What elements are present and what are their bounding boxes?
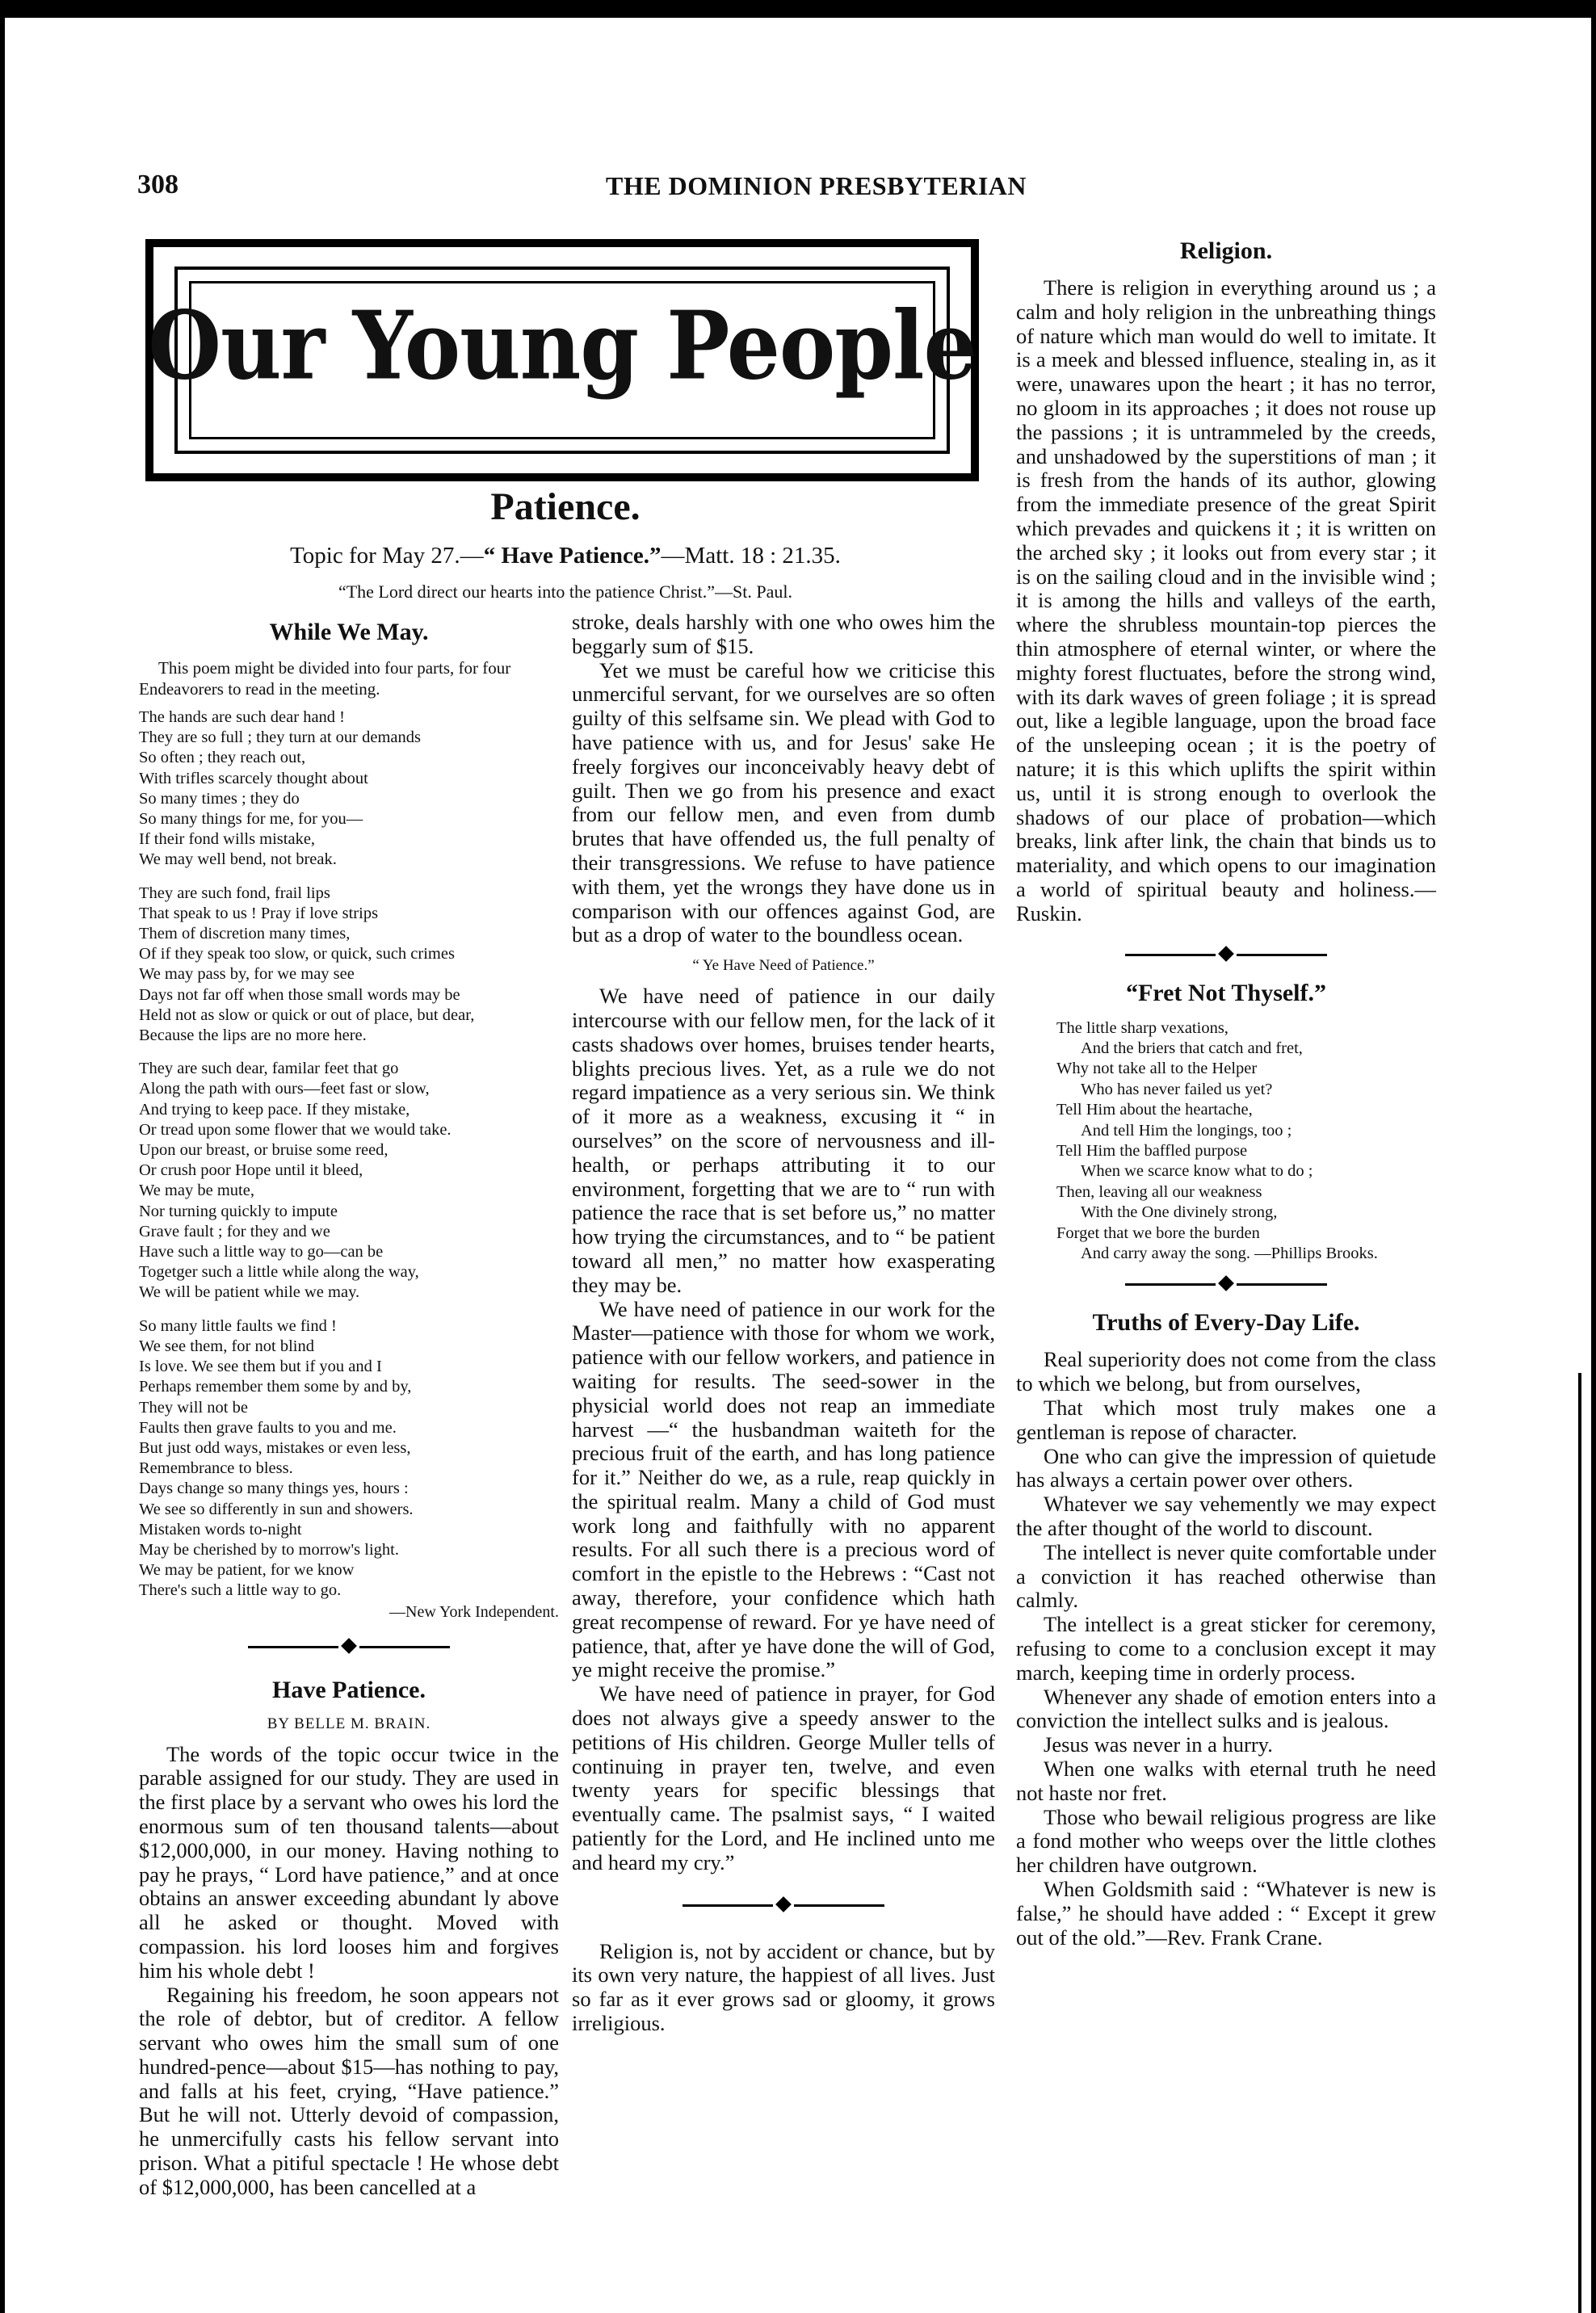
- poem-line: Tell Him about the heartache,: [1056, 1101, 1253, 1119]
- section-divider: [1125, 942, 1327, 967]
- section-title: Patience.: [490, 485, 640, 528]
- scan-edge-left: [0, 0, 5, 2313]
- religion-paragraph: There is religion in everything around us ; a calm and holy religion in the unbreathing things of nature which man would do well to imitate. It is a meek and blessed influence, stealing in, as it were, unawares upon the heart ; it has no terror, no gloom in its approaches ; it does not rouse up the passions ; it is untrammeled by the creeds, and unshadowed by the superstitions of man ; it is fresh from the hands of its author, glowing from the immediate presence of the great Spirit which prevades and quickens it ; it is written on the arched sky ; it looks out from every star ; it is on the sailing cloud and in the invisible wind ; it is among the hills and valleys of the earth, where the shrubless mountain-top pierces the thin atmosphere of eternal winter, or where the mighty forest fluctuates, before the strong wind, with its dark waves of green foliage ; it is spread out, like a legible language, upon the broad face of the unsleeping ocean ; it is the poetry of nature; it is this which uplifts the spirit within us, until it is strong enough to overlook the shadows of our place of probation—which breaks, link after link, the chain that binds us to materiality, and which opens to our imagination a world of spiritual beauty and holiness.—Ruskin.: [1016, 275, 1436, 926]
- column-right: [1016, 229, 1436, 1950]
- publication-name: THE DOMINION PRESBYTERIAN: [606, 171, 1027, 200]
- poem-line: And tell Him the longings, too ;: [1081, 1121, 1292, 1140]
- topic-reference: —Matt. 18 : 21.35.: [661, 543, 841, 569]
- truth-item: That which most truly makes one a gentleman is repose of character.: [1016, 1395, 1436, 1444]
- section-banner: [145, 239, 979, 481]
- banner-border-bottom: [145, 473, 979, 481]
- banner-title: Our Young People: [148, 289, 976, 401]
- closing-paragraph: Religion is, not by accident or chance, but by its own very nature, the happiest of all lives. Just so far as it ever grows sad or gloomy, it grows irreligious.: [572, 1938, 995, 2036]
- article-paragraph: stroke, deals harshly with one who owes him the beggarly sum of $15.: [572, 610, 995, 658]
- section-divider: [682, 1893, 884, 1917]
- truths-title: Truths of Every-Day Life.: [1092, 1309, 1360, 1337]
- truth-item: The intellect is a great sticker for ceremony, refusing to come to a conclusion except it may march, keeping time in orderly process.: [1016, 1612, 1436, 1685]
- truth-item: When one walks with eternal truth he need not haste nor fret.: [1016, 1756, 1436, 1805]
- banner-border-top: [145, 239, 979, 247]
- fret-poem: [1016, 1018, 1436, 1265]
- topic-name: “ Have Patience.”: [483, 543, 662, 569]
- truths-list: [1016, 1348, 1436, 1950]
- scan-edge-right: [1591, 0, 1596, 2313]
- poem-stanza: They are such fond, frail lips That speak to us ! Pray if love strips Them of discretion many times, Of if they speak too slow, or quick, such crimes We may pass by, for we may see Days not far off when those small words may be Held not as slow or quick or out of place, but dear, Because the lips are no more here.: [139, 884, 475, 1045]
- poem-stanza: They are such dear, familar feet that go Along the path with ours—feet fast or slow, And trying to keep pace. If they mistake, Or tread upon some flower that we would take. Upon our breast, or bruise some reed, Or crush poor Hope until it bleed, We may be mute, Nor turning quickly to impute Grave fault ; for they and we Have such a little way to go—can be Togetger such a little while along the way, We will be patient while we may.: [139, 1060, 452, 1302]
- poem-line: And the briers that catch and fret,: [1081, 1039, 1303, 1057]
- truth-item: Those who bewail religious progress are like a fond mother who weeps over the little clothes her children have outgrown.: [1016, 1804, 1436, 1878]
- truth-item: Whatever we say vehemently we may expect the after thought of the world to discount.: [1016, 1492, 1436, 1540]
- article-title: Have Patience.: [272, 1676, 426, 1703]
- article-paragraph: We have need of patience in our daily intercourse with our fellow men, for the lack of it casts shadows over homes, bruises tender hearts, blights precious lives. Yet, as a rule we do not regard impatience as a very serious sin. We think of it more as a weakness, excusing it “ in ourselves” on the score of nervousness and ill-health, or perhaps attributing it to our environment, forgetting that we are to “ run with patience the race that is set before us,” no matter how trying the circumstances, and to “ be patient toward all men,” no matter how exasperating they may be.: [572, 984, 995, 1297]
- article-paragraph: The words of the topic occur twice in the parable assigned for our study. They are used in the first place by a servant who owes his lord the enormous sum of ten thousand talents—about $12,000,000, in our money. Having nothing to pay he prays, “ Lord have patience,” and at once obtains an answer exceeding abundant ly above all he asked or thought. Moved with compassion. his lord looses him and forgives him his whole debt !: [139, 1741, 559, 1983]
- poem-stanza: The hands are such dear hand ! They are so full ; they turn at our demands So often ; they reach out, With trifles scarcely thought about So many times ; they do So many things for me, for you— If their fond wills mistake, We may well bend, not break.: [139, 708, 421, 869]
- fret-poem-title: “Fret Not Thyself.”: [1125, 979, 1327, 1006]
- topic-line: [145, 543, 985, 569]
- article-paragraph: Yet we must be careful how we criticise this unmerciful servant, for we ourselves are so often guilty of this selfsame sin. We plead with God to have patience with us, and for Jesus' sake He freely forgives our inconceivably heavy debt of guilt. Then we go from his presence and exact from our fellow men, and even from dumb brutes that have offended us, the full penalty of their transgressions. We refuse to have patience with them, yet the wrongs they have done us in comparison with our offences against God, are but as a drop of water to the boundless ocean.: [572, 657, 995, 947]
- poem-line: Forget that we bore the burden: [1056, 1224, 1260, 1242]
- column-middle: [572, 611, 995, 2036]
- poem-line: Then, leaving all our weakness: [1056, 1182, 1262, 1201]
- poem-line: And carry away the song. —Phillips Brooks.: [1081, 1244, 1378, 1262]
- column-left: [139, 611, 559, 2200]
- poem-line: The little sharp vexations,: [1056, 1018, 1228, 1037]
- poem-line: Tell Him the baffled purpose: [1056, 1141, 1248, 1160]
- article-paragraph: We have need of patience in prayer, for God does not always give a speedy answer to the petitions of His children. George Muller tells of continuing in prayer ten, twelve, and even twenty years for specific blessings that eventually came. The psalmist says, “ I waited patiently for the Lord, and He inclined unto me and heard my cry.”: [572, 1681, 995, 1874]
- truth-item: Jesus was never in a hurry.: [1044, 1732, 1273, 1757]
- truth-item: One who can give the impression of quietude has always a certain power over others.: [1016, 1443, 1436, 1492]
- article-paragraph: Regaining his freedom, he soon appears not the role of debtor, but of creditor. A fellow servant who owes him the small sum of one hundred-pence—about $15—has nothing to pay, and falls at his feet, crying, “Have patience.” But he will not. Utterly devoid of compassion, he unmercifully casts his fellow servant into prison. What a pitiful spectacle ! He whose debt of $12,000,000, has been cancelled at a: [139, 1982, 559, 2199]
- scripture-quote: “ Ye Have Need of Patience.”: [692, 957, 875, 975]
- scan-edge-right-inner: [1578, 1373, 1581, 2313]
- section-motto: “The Lord direct our hearts into the patience Christ.”—St. Paul.: [338, 581, 793, 602]
- poem-line: Who has never failed us yet?: [1081, 1080, 1273, 1098]
- article-paragraph: We have need of patience in our work for the Master—patience with those for whom we work, patience with our fellow workers, and patience in waiting for results. The seed-sower in the physicial world does not reap an immediate harvest —“ the husbandman waiteth for the precious fruit of the earth, and has long patience for it.” Neither do we, as a rule, reap quickly in the spiritual realm. Many a child of God must work long and faithfully with no apparent results. For all such there is a precious word of comfort in the epistle to the Hebrews : “Cast not away, therefore, your confidence which hath great recompense of reward. For ye have need of patience, that, after ye have done the will of God, ye might receive the promise.”: [572, 1296, 995, 1682]
- poem-stanza: So many little faults we find ! We see them, for not blind Is love. We see them but if you and I Perhaps remember them some by and by, They will not be Faults then grave faults to you and me. But just odd ways, mistakes or even less, Remembrance to bless. Days change so many things yes, hours : We see so differently in sun and showers. Mistaken words to-night May be cherished by to morrow's light. We may be patient, for we know There's such a little way to go.: [139, 1316, 414, 1600]
- scan-edge-top: [0, 0, 1596, 18]
- poem-intro: This poem might be divided into four parts, for four Endeavorers to read in the meeting.: [139, 658, 511, 699]
- poem-attribution: —New York Independent.: [389, 1602, 559, 1621]
- section-divider: [248, 1635, 450, 1659]
- poem-line: When we scarce know what to do ;: [1081, 1162, 1313, 1181]
- article-byline: BY BELLE M. BRAIN.: [267, 1715, 431, 1732]
- truth-item: Whenever any shade of emotion enters into a conviction the intellect sulks and is jealous.: [1016, 1684, 1436, 1733]
- truth-item: When Goldsmith said : “Whatever is new is false,” he should have added : “ Except it grew out of the old.”—Rev. Frank Crane.: [1016, 1876, 1436, 1950]
- truth-item: Real superiority does not come from the class to which we belong, but from ourselves,: [1016, 1347, 1436, 1396]
- poem-title: While We May.: [269, 619, 429, 645]
- poem-line: Why not take all to the Helper: [1056, 1060, 1258, 1078]
- page-number: 308: [137, 170, 178, 199]
- religion-title: Religion.: [1179, 237, 1273, 264]
- topic-prefix: Topic for May 27.—: [290, 543, 484, 569]
- running-header: [137, 170, 1027, 202]
- truth-item: The intellect is never quite comfortable under a conviction it has reached otherwise than calmly.: [1016, 1539, 1436, 1613]
- poem-line: With the One divinely strong,: [1081, 1203, 1278, 1222]
- section-divider: [1125, 1272, 1327, 1296]
